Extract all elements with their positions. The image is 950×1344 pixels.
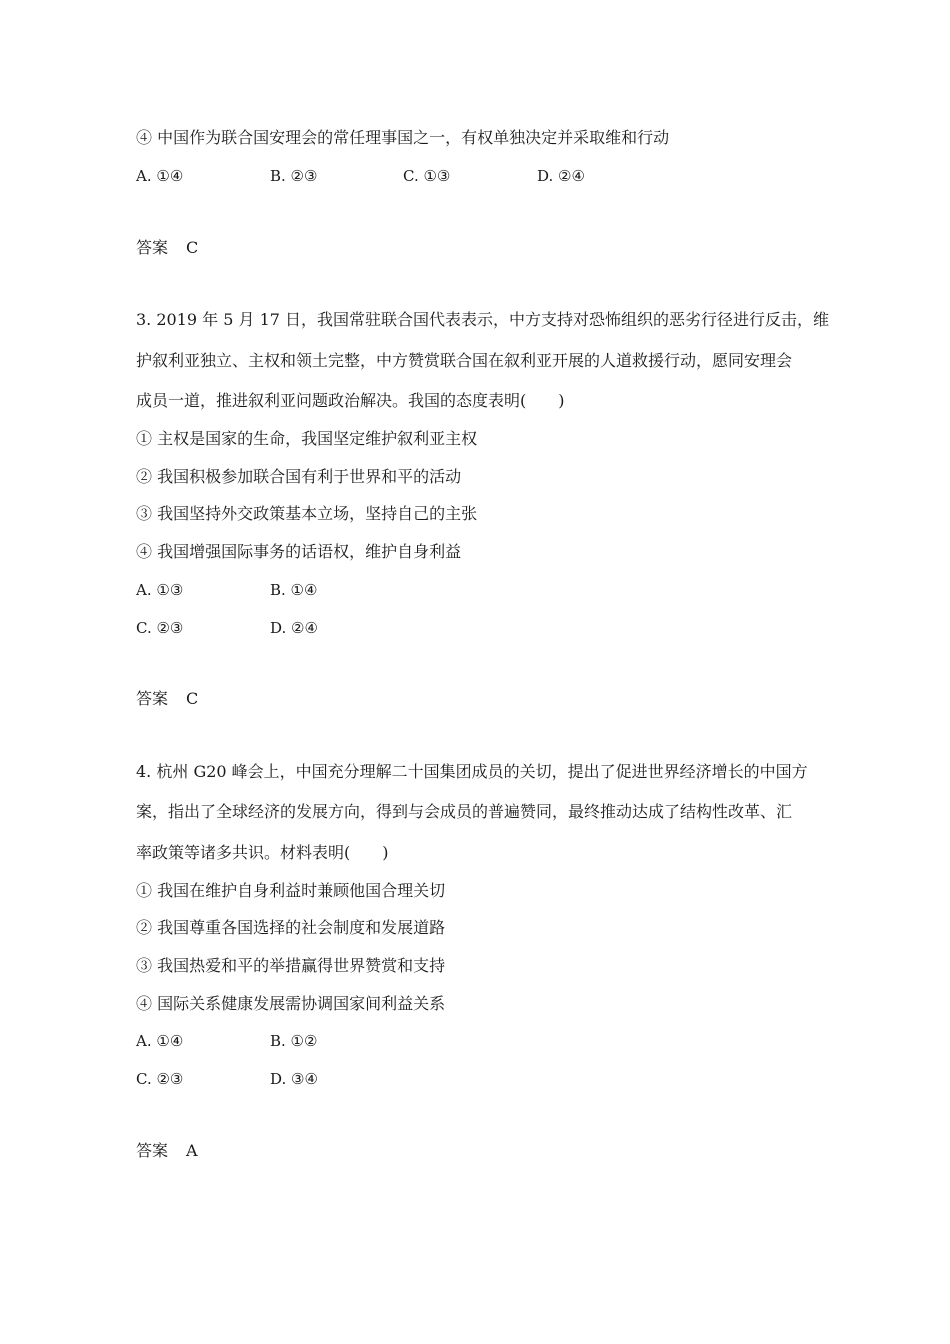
q3-stem-line-1: 3. 2019 年 5 月 17 日，我国常驻联合国代表表示，中方支持对恐怖组织的恶劣行径进行反击，维: [136, 310, 830, 329]
q2-option-d: D. ②④: [537, 167, 585, 185]
q2-option-a: A. ①④: [136, 167, 184, 185]
q4-item-3: ③ 我国热爱和平的举措赢得世界赞赏和支持: [136, 956, 446, 975]
q4-stem-line-1: 4. 杭州 G20 峰会上，中国充分理解二十国集团成员的关切，提出了促进世界经济增长的中国方: [136, 762, 808, 781]
q4-option-d: D. ③④: [270, 1070, 318, 1088]
q2-option-c: C. ①③: [403, 167, 451, 185]
q3-option-a: A. ①③: [136, 581, 184, 599]
q4-option-a: A. ①④: [136, 1032, 184, 1050]
q4-stem-line-2: 案，指出了全球经济的发展方向，得到与会成员的普遍赞同，最终推动达成了结构性改革、汇: [136, 802, 793, 821]
answer-letter: C: [186, 238, 199, 257]
q4-item-4: ④ 国际关系健康发展需协调国家间利益关系: [136, 994, 446, 1013]
q4-stem-line-3: 率政策等诸多共识。材料表明( ): [136, 843, 389, 862]
q3-option-d: D. ②④: [270, 619, 318, 637]
q2-item-4: ④ 中国作为联合国安理会的常任理事国之一，有权单独决定并采取维和行动: [136, 128, 670, 147]
q4-option-c: C. ②③: [136, 1070, 184, 1088]
q3-option-b: B. ①④: [270, 581, 318, 599]
q4-item-2: ② 我国尊重各国选择的社会制度和发展道路: [136, 918, 446, 937]
answer-letter: A: [186, 1141, 198, 1160]
answer-label: 答案: [136, 689, 169, 708]
q3-item-3: ③ 我国坚持外交政策基本立场，坚持自己的主张: [136, 504, 478, 523]
q4-option-b: B. ①②: [270, 1032, 318, 1050]
answer-label: 答案: [136, 238, 169, 257]
q2-answer: [136, 237, 198, 259]
q3-stem-line-3: 成员一道，推进叙利亚问题政治解决。我国的态度表明( ): [136, 391, 565, 410]
q3-answer: [136, 688, 198, 710]
answer-label: 答案: [136, 1141, 169, 1160]
q3-item-4: ④ 我国增强国际事务的话语权，维护自身利益: [136, 542, 462, 561]
q3-item-2: ② 我国积极参加联合国有利于世界和平的活动: [136, 467, 462, 486]
q3-item-1: ① 主权是国家的生命，我国坚定维护叙利亚主权: [136, 429, 478, 448]
q4-answer: [136, 1140, 198, 1162]
q2-option-b: B. ②③: [270, 167, 318, 185]
q3-stem-line-2: 护叙利亚独立、主权和领土完整，中方赞赏联合国在叙利亚开展的人道救援行动，愿同安理会: [136, 351, 793, 370]
q3-option-c: C. ②③: [136, 619, 184, 637]
answer-letter: C: [186, 689, 199, 708]
q4-item-1: ① 我国在维护自身利益时兼顾他国合理关切: [136, 881, 446, 900]
